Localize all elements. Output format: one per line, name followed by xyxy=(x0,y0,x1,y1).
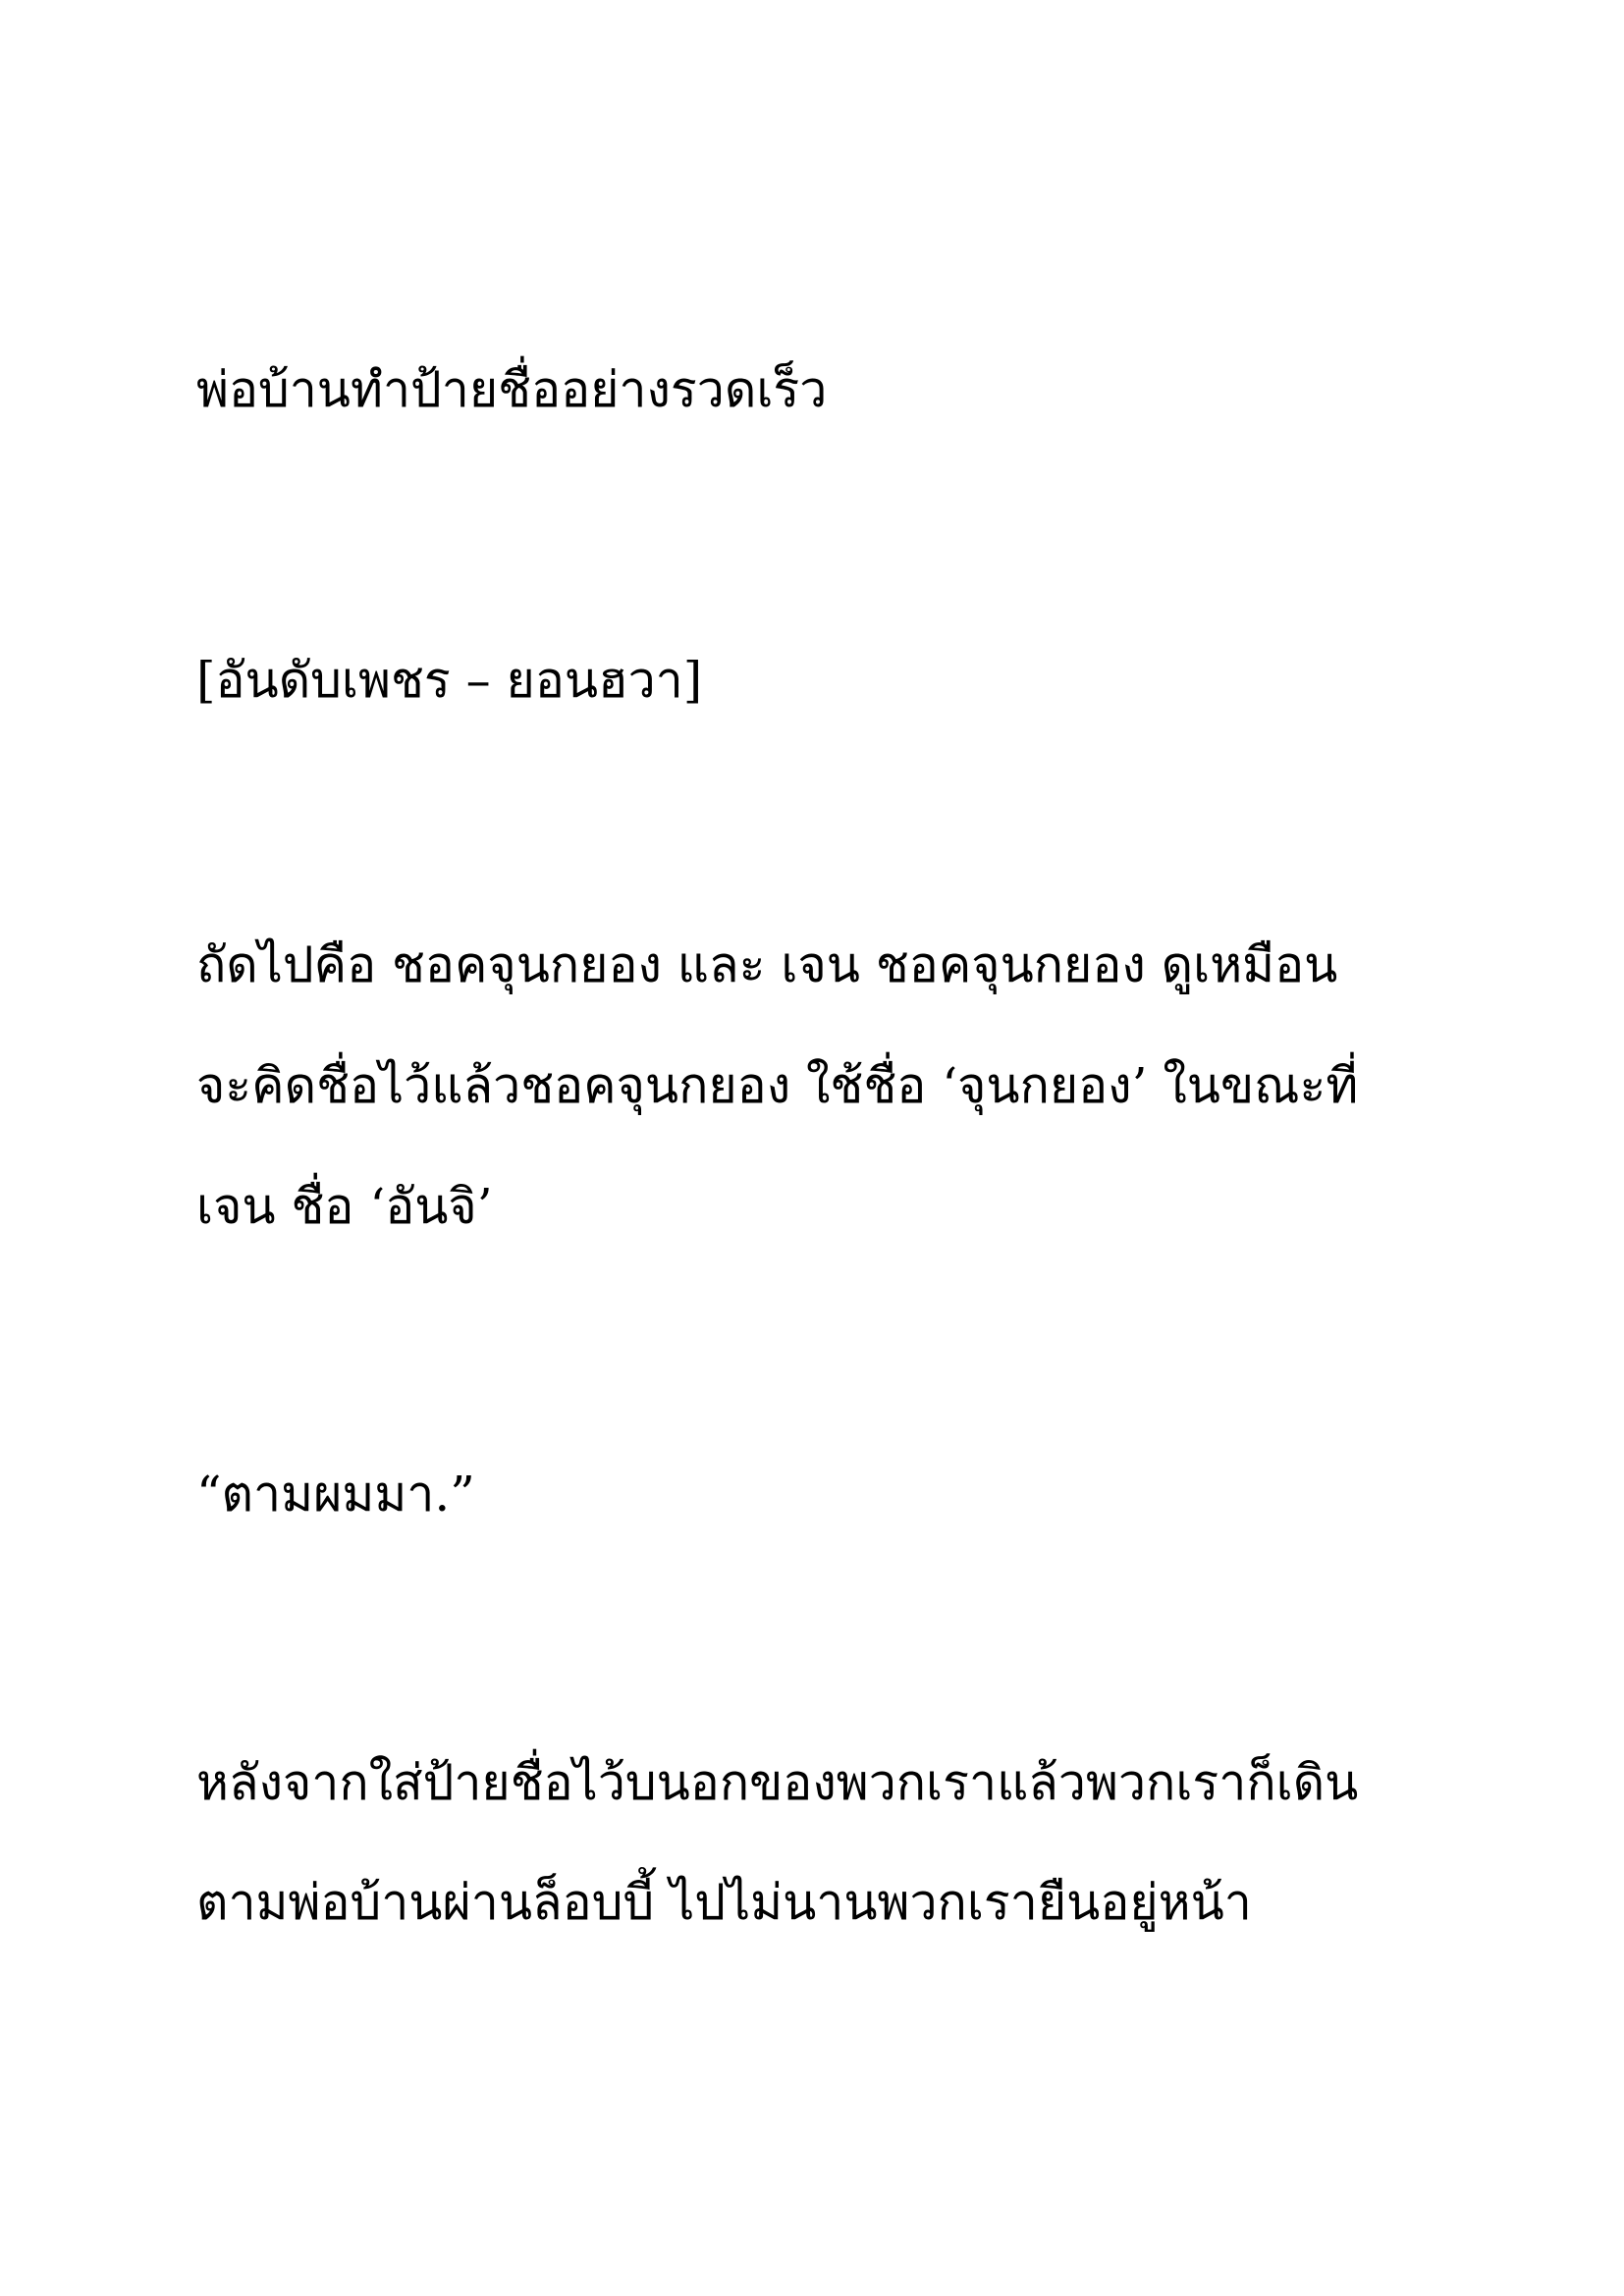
paragraph-line: [อันดับเพชร – ยอนฮวา] xyxy=(196,652,703,709)
paragraph-line: ถัดไปคือ ชอคจุนกยอง และ เจน ชอคจุนกยอง ดูเหมือน xyxy=(196,936,1338,993)
dialogue-line: “ตามผมมา.” xyxy=(196,1466,475,1522)
paragraph-line: หลังจากใส่ป้ายชื่อไว้บนอกของพวกเราแล้วพวกเราก็เดิน xyxy=(196,1754,1359,1811)
paragraph-line: จะคิดชื่อไว้แล้วชอคจุนกยอง ใช้ชื่อ ‘จุนกยอง’ ในขณะที่ xyxy=(196,1057,1359,1114)
paragraph-line: พ่อบ้านทำป้ายชื่ออย่างรวดเร็ว xyxy=(196,361,828,418)
paragraph-line: เจน ชื่อ ‘อันจิ’ xyxy=(196,1178,493,1235)
paragraph-line: ตามพ่อบ้านผ่านล็อบบี้ ไปไม่นานพวกเรายืนอยู่หน้า xyxy=(196,1874,1252,1931)
